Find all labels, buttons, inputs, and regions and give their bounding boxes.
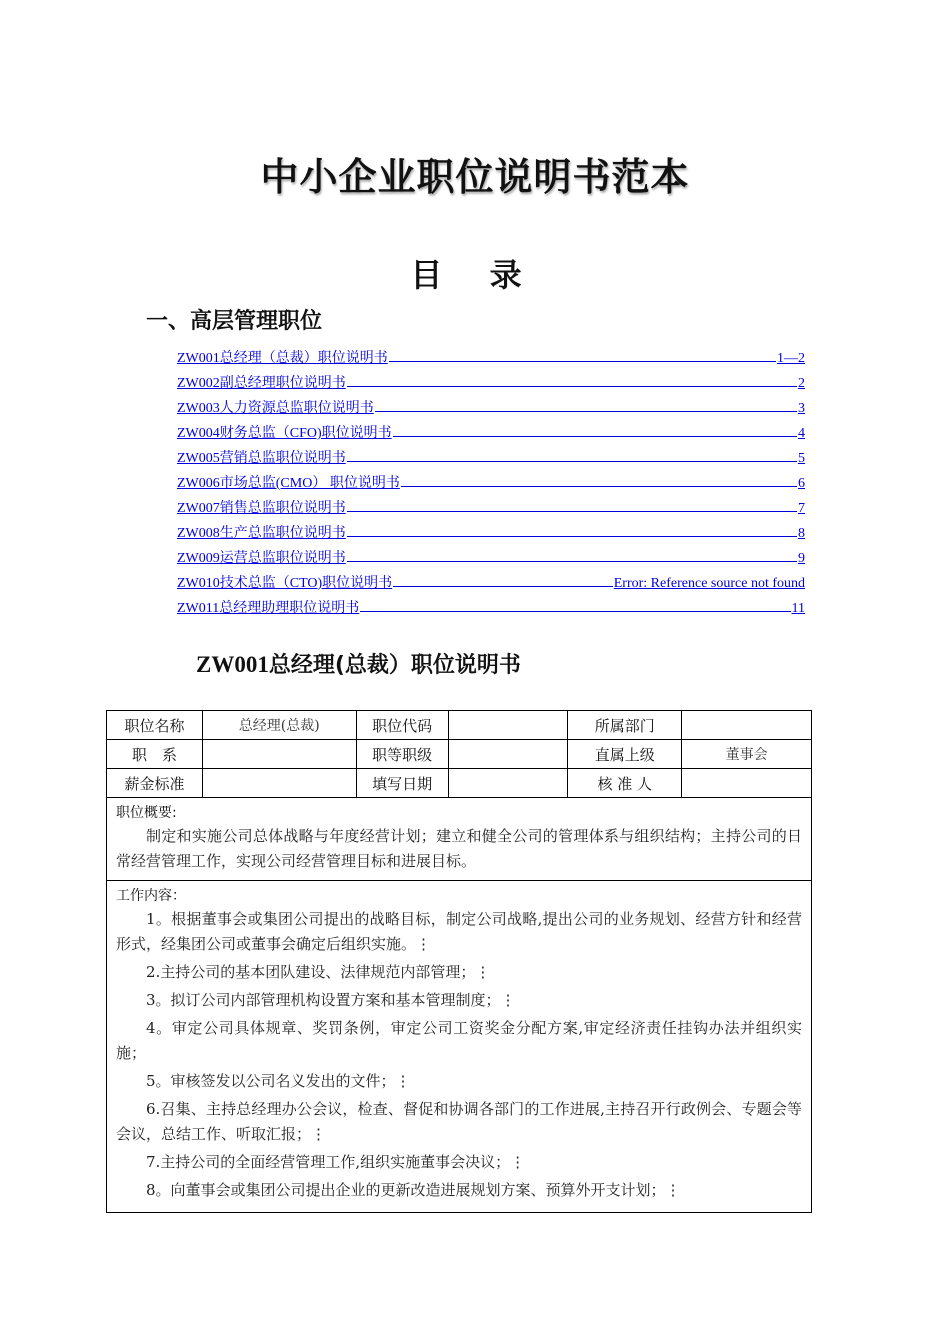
duties-cell [107,881,812,1213]
grade-label: 职等职级 [356,740,448,769]
toc-link-zw002[interactable]: ZW002副总经理职位说明书 2 [177,376,805,391]
approver-label: 核 准 人 [568,769,682,798]
toc-link-zw005[interactable]: ZW005营销总监职位说明书 5 [177,451,805,466]
toc-link-zw003[interactable]: ZW003人力资源总监职位说明书 3 [177,401,805,416]
job-description-table [106,710,812,1213]
duty-item: 5。审核签发以公司名义发出的文件；⋮ [146,1072,411,1090]
duty-item: 8。向董事会或集团公司提出企业的更新改造进展规划方案、预算外开支计划；⋮ [146,1181,681,1199]
toc-link-zw004[interactable]: ZW004财务总监（CFO)职位说明书 4 [177,426,805,441]
duty-item: 1。根据董事会或集团公司提出的战略目标，制定公司战略,提出公司的业务规划、经营方针和经营形式，经集团公司或董事会确定后组织实施。⋮ [116,910,802,953]
department-label: 所属部门 [568,711,682,740]
approver-value [682,769,812,798]
toc-link-zw010[interactable]: ZW010技术总监（CTO)职位说明书 Error: Reference source not found [177,576,805,591]
duty-item: 6.召集、主持总经理办公会议，检查、督促和协调各部门的工作进展,主持召开行政例会、专题会等会议，总结工作、听取汇报；⋮ [116,1100,802,1143]
supervisor-value: 董事会 [682,740,812,769]
position-name-value: 总经理(总裁) [202,711,356,740]
duty-item: 2.主持公司的基本团队建设、法律规范内部管理；⋮ [146,963,491,981]
fill-date-value [448,769,568,798]
document-title: 中小企业职位说明书范本 [260,155,690,199]
table-row [107,711,812,740]
job-family-value [202,740,356,769]
position-name-label: 职位名称 [107,711,203,740]
table-row [107,740,812,769]
fill-date-label: 填写日期 [356,769,448,798]
position-code-label: 职位代码 [356,711,448,740]
toc-link-zw011[interactable]: ZW011总经理助理职位说明书 11 [177,601,805,616]
salary-label: 薪金标准 [107,769,203,798]
toc-link-zw008[interactable]: ZW008生产总监职位说明书 8 [177,526,805,541]
duty-item: 3。拟订公司内部管理机构设置方案和基本管理制度；⋮ [146,991,516,1009]
toc-link-zw007[interactable]: ZW007销售总监职位说明书 7 [177,501,805,516]
toc-link-zw006[interactable]: ZW006市场总监(CMO） 职位说明书 6 [177,476,805,491]
duties-label: 工作内容： [116,888,186,904]
position-code-value [448,711,568,740]
table-row [107,881,812,1213]
supervisor-label: 直属上级 [568,740,682,769]
toc-link-zw001[interactable]: ZW001总经理（总裁）职位说明书 1—2 [177,351,805,366]
table-row [107,769,812,798]
job-title-text: 总经理(总裁）职位说明书 [268,653,521,678]
department-value [682,711,812,740]
table-of-contents [177,347,805,622]
summary-text: 制定和实施公司总体战略与年度经营计划；建立和健全公司的管理体系与组织结构；主持公司的日常经营管理工作，实现公司经营管理目标和进展目标。 [116,827,802,870]
table-row [107,798,812,881]
duty-item: 7.主持公司的全面经营管理工作,组织实施董事会决议；⋮ [146,1153,526,1171]
job-family-label: 职 系 [107,740,203,769]
duty-item: 4。审定公司具体规章、奖罚条例，审定公司工资奖金分配方案,审定经济责任挂钩办法并组织实施； [116,1019,802,1062]
toc-link-zw009[interactable]: ZW009运营总监职位说明书 9 [177,551,805,566]
job-code: ZW001 [196,652,269,677]
toc-heading: 目 录 [410,256,540,294]
section-heading: 一、高层管理职位 [146,309,323,334]
salary-value [202,769,356,798]
summary-label: 职位概要: [116,805,177,821]
job-description-title [196,648,521,679]
summary-cell [107,798,812,881]
grade-value [448,740,568,769]
